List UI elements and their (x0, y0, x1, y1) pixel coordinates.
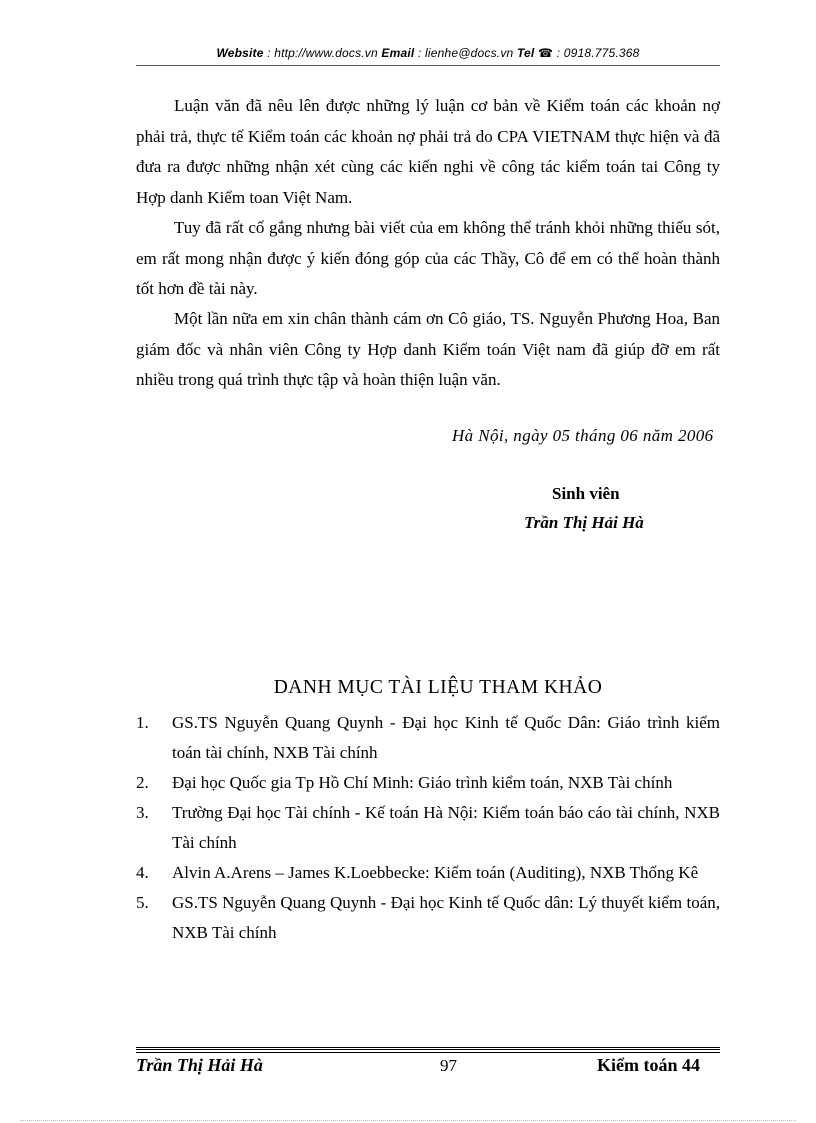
website-label: Website (216, 46, 264, 60)
page-bottom-edge (20, 1120, 796, 1121)
footer-course: Kiểm toán 44 (597, 1055, 700, 1075)
signature-role: Sinh viên (552, 484, 620, 503)
footer-page-number: 97 (440, 1056, 457, 1075)
page-header (136, 46, 720, 60)
reference-text: Alvin A.Arens – James K.Loebbecke: Kiểm toán (Auditing), NXB Thống Kê (172, 863, 699, 882)
reference-number: 2. (136, 773, 149, 792)
conclusion-paragraph-1: Luận văn đã nêu lên được những lý luận cơ bản về Kiểm toán các khoản nợ phải trả, thực tế Kiểm toán các khoản nợ phải trả do CPA VIETNAM thực hiện và đã đưa ra được những nhận xét cùng các kiến nghi về công tác kiểm toán tai Công ty Hợp danh Kiểm toan Việt Nam. (136, 96, 720, 207)
reference-number: 5. (136, 893, 149, 912)
reference-number: 3. (136, 803, 149, 822)
reference-number: 4. (136, 863, 149, 882)
references-list (136, 708, 720, 948)
references-title: DANH MỤC TÀI LIỆU THAM KHẢO (273, 677, 603, 698)
reference-text: Đại học Quốc gia Tp Hồ Chí Minh: Giáo trình kiểm toán, NXB Tài chính (172, 773, 673, 792)
tel-label: Tel ☎ (516, 46, 554, 60)
footer-divider (136, 1047, 720, 1050)
reference-item (136, 798, 720, 858)
email-label: Email (381, 46, 415, 60)
reference-text: GS.TS Nguyễn Quang Quynh - Đại học Kinh tế Quốc dân: Lý thuyết kiểm toán, NXB Tài chính (172, 893, 720, 942)
website-url: : http://www.docs.vn (263, 46, 382, 60)
email-value: : lienhe@docs.vn (414, 46, 517, 60)
reference-number: 1. (136, 713, 149, 732)
reference-item (136, 768, 720, 798)
signature-name: Trần Thị Hải Hà (524, 513, 644, 532)
conclusion-paragraph-3: Một lần nữa em xin chân thành cám ơn Cô giáo, TS. Nguyễn Phương Hoa, Ban giám đốc và nhân viên Công ty Hợp danh Kiểm toán Việt nam đã giúp đỡ em rất nhiều trong quá trình thực tập và hoàn thiện luận văn. (136, 309, 720, 389)
date-line: Hà Nội, ngày 05 tháng 06 năm 2006 (452, 426, 714, 445)
header-divider (136, 65, 720, 66)
conclusion-paragraph-2: Tuy đã rất cố gắng nhưng bài viết của em không thể tránh khỏi những thiếu sót, em rất mong nhận được ý kiến đóng góp của các Thầy, Cô để em có thể hoàn thành tốt hơn đề tài này. (136, 218, 720, 298)
footer-divider-secondary (136, 1052, 720, 1053)
reference-item (136, 858, 720, 888)
reference-text: Trường Đại học Tài chính - Kế toán Hà Nội: Kiểm toán báo cáo tài chính, NXB Tài chính (172, 803, 720, 852)
tel-value: : 0918.775.368 (553, 46, 640, 60)
reference-item (136, 708, 720, 768)
footer-author: Trần Thị Hải Hà (136, 1055, 263, 1075)
reference-text: GS.TS Nguyễn Quang Quynh - Đại học Kinh tế Quốc Dân: Giáo trình kiểm toán tài chính, NXB Tài chính (172, 713, 720, 762)
reference-item (136, 888, 720, 948)
